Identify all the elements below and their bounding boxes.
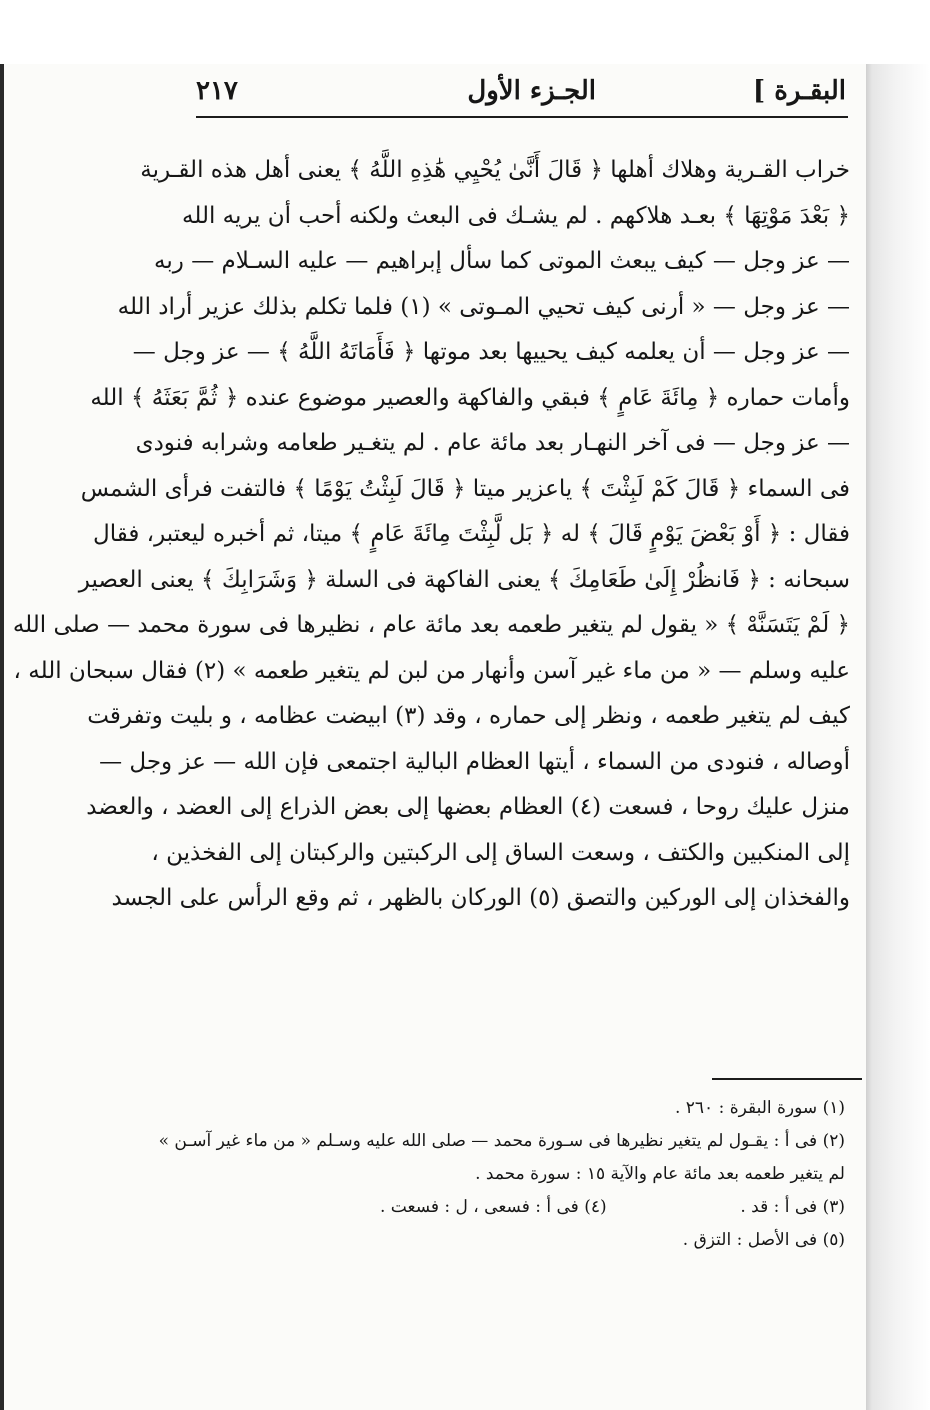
footnote-2-continuation: لم يتغير طعمه بعد مائة عام والآية ١٥ : سورة محمد . (475, 1164, 845, 1184)
text-line: سبحانه : ﴿ فَانظُرْ إِلَىٰ طَعَامِكَ ﴾ يعنى الفاكهة فى السلة ﴿ وَشَرَابِكَ ﴾ يعنى العصير (78, 566, 850, 593)
text-line: إلى المنكبين والكتف ، وسعت الساق إلى الركبتين والركبتان إلى الفخذين ، (151, 839, 850, 866)
text-line: — عز وجل — كيف يبعث الموتى كما سأل إبراهيم — عليه السـلام — ربه (154, 248, 850, 274)
footnote-row-3-4 (200, 1191, 845, 1224)
text-line: فى السماء ﴿ قَالَ كَمْ لَبِثْتَ ﴾ ياعزير ميتا ﴿ قَالَ لَبِثْتُ يَوْمًا ﴾ فالتفت فرأى الشمس (80, 475, 850, 502)
text-line: خراب القـرية وهلاك أهلها ﴿ قَالَ أَنَّىٰ يُحْيِي هَٰذِهِ اللَّهُ ﴾ يعنى أهل هذه القـرية (140, 157, 850, 183)
text-line: ﴿ لَمْ يَتَسَنَّهْ ﴾ « يقول لم يتغير طعمه بعد مائة عام ، نظيرها فى سورة محمد — صلى الله (12, 612, 850, 638)
footnotes (158, 1092, 845, 1257)
footnote-3: (٣) فى أ : قد . (740, 1197, 845, 1217)
footnote-2: (٢) فى أ : يقـول لم يتغير نظيرها فى سـورة محمد — صلى الله عليه وسـلم « من ماء غير آسـن » (158, 1131, 845, 1151)
header-rule (196, 116, 848, 118)
text-line: وأمات حماره ﴿ مِائَةَ عَامٍ ﴾ فبقي والفاكهة والعصير موضوع عنده ﴿ ثُمَّ بَعَثَهُ ﴾ الله (90, 384, 850, 411)
text-line: منزل عليك روحا ، فسعت (٤) العظام بعضها إلى بعض الذراع إلى العضد ، والعضد (86, 794, 850, 820)
text-line: — عز وجل — أن يعلمه كيف يحييها بعد موتها ﴿ فَأَمَاتَهُ اللَّهُ ﴾ — عز وجل — (132, 339, 850, 365)
header-part-title: الجـزء الأول (467, 76, 596, 106)
text-line: كيف لم يتغير طعمه ، ونظر إلى حماره ، وقد (٣) ابيضت عظامه ، و بليت وتفرقت (87, 703, 850, 729)
text-line: أوصاله ، فنودى من السماء ، أيتها العظام البالية اجتمعى فإن الله — عز وجل — (99, 748, 850, 775)
footnote-4: (٤) فى أ : فسعى ، ل : فسعت . (380, 1197, 607, 1217)
footnote-5: (٥) فى الأصل : التزق . (682, 1230, 845, 1250)
text-line: والفخذان إلى الوركين والتصق (٥) الوركان بالظهر ، ثم وقع الرأس على الجسد (111, 885, 850, 911)
text-line: فقال : ﴿ أَوْ بَعْضَ يَوْمٍ قَالَ ﴾ له ﴿ بَل لَّبِثْتَ مِائَةَ عَامٍ ﴾ ميتا، ثم أخبره ليعتبر، فقال (92, 521, 850, 547)
header-sura-title: البقـرة ] (752, 76, 846, 106)
scan-right-edge (866, 64, 930, 1410)
page-number: ٢١٧ (196, 76, 238, 106)
main-text (12, 148, 850, 922)
footnote-1: (١) سورة البقرة : ٢٦٠ . (674, 1098, 845, 1118)
text-line: عليه وسلم — « من ماء غير آسن وأنهار من لبن لم يتغير طعمه » (٢) فقال سبحان الله ، (13, 657, 850, 684)
running-header (196, 72, 846, 112)
footnote-rule (712, 1078, 862, 1080)
text-line: — عز وجل — فى آخر النهـار بعد مائة عام . لم يتغـير طعامه وشرابه فنودى (135, 430, 850, 456)
text-line: ﴿ بَعْدَ مَوْتِهَا ﴾ بعـد هلاكهم . لم يشـك فى البعث ولكنه أحب أن يريه الله (182, 202, 850, 229)
text-line: — عز وجل — « أرنى كيف تحيي المـوتى » (١) فلما تكلم بذلك عزير أراد الله (117, 293, 850, 320)
